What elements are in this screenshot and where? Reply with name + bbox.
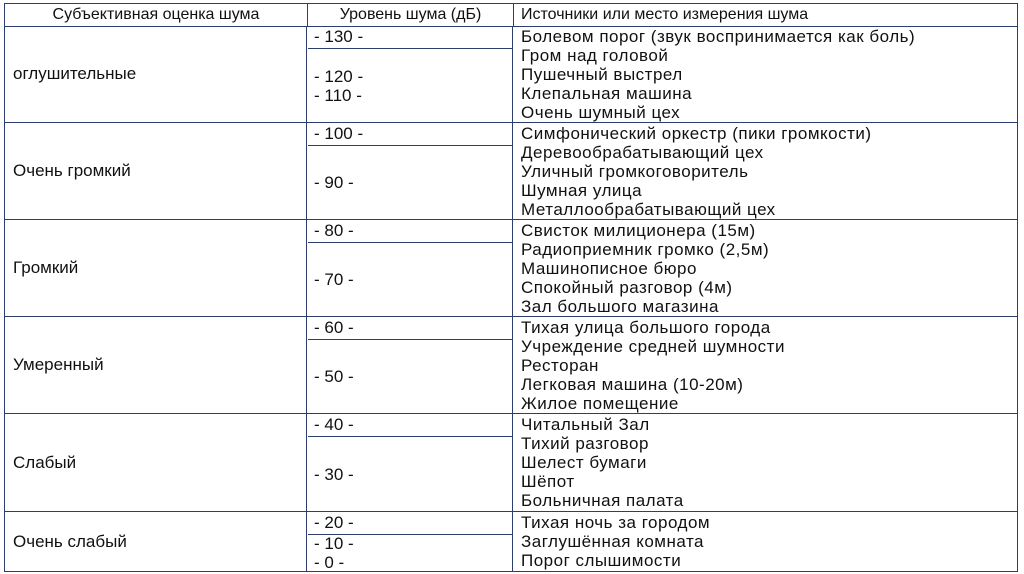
noise-level-top-value: - 60 -: [308, 317, 512, 340]
noise-level-top-value: - 80 -: [308, 220, 512, 243]
noise-source-item: Легковая машина (10-20м): [521, 375, 744, 394]
table-row-group: [5, 512, 1017, 571]
noise-level-values: [308, 535, 512, 571]
noise-source-item: Зал большого магазина: [521, 297, 719, 316]
noise-level-value: - 120 -: [314, 66, 364, 86]
noise-level-values: [308, 437, 512, 511]
noise-source-item: Учреждение средней шумности: [521, 337, 785, 356]
noise-level-cell: [308, 512, 513, 571]
noise-level-value: - 50 -: [314, 367, 354, 386]
table-row-group: [5, 317, 1017, 414]
noise-source-item: Машинописное бюро: [521, 259, 697, 278]
noise-level-value: - 110 -: [314, 85, 362, 105]
noise-level-top-value: - 40 -: [308, 414, 512, 437]
subjective-rating-cell: оглушительные: [5, 26, 307, 122]
noise-sources-cell: [521, 512, 1013, 571]
noise-level-value: - 0 -: [314, 553, 345, 572]
table-row-group: [5, 26, 1017, 123]
noise-source-item: Радиоприемник громко (2,5м): [521, 240, 770, 259]
table-row-group: [5, 220, 1017, 317]
noise-level-cell: [308, 414, 513, 511]
noise-source-item: Клепальная машина: [521, 84, 693, 103]
subjective-rating-cell: Умеренный: [5, 317, 307, 413]
noise-level-values: [308, 146, 512, 219]
noise-source-item: Шумная улица: [521, 181, 643, 200]
header-noise-sources: Источники или место измерения шума: [521, 6, 809, 23]
noise-source-item: Шелест бумаги: [521, 453, 647, 472]
noise-source-item: Тихая ночь за городом: [521, 513, 711, 532]
noise-source-item: Очень шумный цех: [521, 103, 681, 122]
noise-source-item: Шёпот: [521, 472, 575, 491]
table-header: [5, 4, 1017, 27]
noise-source-item: Ресторан: [521, 356, 599, 375]
noise-level-cell: [308, 26, 513, 122]
noise-level-value: - 70 -: [314, 270, 354, 289]
noise-source-item: Болевом порог (звук воспринимается как боль): [521, 27, 916, 46]
noise-level-cell: [308, 317, 513, 413]
subjective-rating-cell: Очень слабый: [5, 512, 307, 571]
noise-sources-cell: [521, 123, 1013, 219]
noise-level-top-value: - 20 -: [308, 512, 512, 535]
table-row-group: [5, 414, 1017, 512]
noise-level-values: [308, 340, 512, 413]
noise-level-cell: [308, 220, 513, 316]
noise-source-item: Заглушённая комната: [521, 532, 705, 551]
noise-source-item: Гром над головой: [521, 46, 669, 65]
noise-level-top-value: - 130 -: [308, 26, 512, 49]
noise-source-item: Металлообрабатывающий цех: [521, 200, 776, 219]
noise-level-cell: [308, 123, 513, 219]
noise-source-item: Уличный громкоговоритель: [521, 162, 749, 181]
noise-source-item: Пушечный выстрел: [521, 65, 683, 84]
header-noise-level: Уровень шума (дБ): [308, 4, 514, 26]
noise-level-table: [4, 3, 1018, 572]
noise-source-item: Тихая улица большого города: [521, 318, 771, 337]
noise-sources-cell: [521, 414, 1013, 511]
noise-source-item: Свисток милиционера (15м): [521, 221, 756, 240]
noise-source-item: Больничная палата: [521, 491, 684, 510]
subjective-rating-cell: Громкий: [5, 220, 307, 316]
header-subjective-rating: Субъективная оценка шума: [5, 4, 308, 26]
noise-level-value: - 30 -: [314, 464, 354, 484]
noise-source-item: Спокойный разговор (4м): [521, 278, 733, 297]
noise-source-item: Жилое помещение: [521, 394, 679, 413]
noise-level-values: [308, 243, 512, 316]
noise-source-item: Симфонический оркестр (пики громкости): [521, 124, 872, 143]
table-row-group: [5, 123, 1017, 220]
noise-source-item: Порог слышимости: [521, 551, 682, 570]
noise-level-top-value: - 100 -: [308, 123, 512, 146]
noise-level-value: - 90 -: [314, 173, 354, 192]
subjective-rating-cell: Слабый: [5, 414, 307, 511]
noise-sources-cell: [521, 26, 1013, 122]
noise-source-item: Деревообрабатывающий цех: [521, 143, 764, 162]
noise-sources-cell: [521, 317, 1013, 413]
noise-level-values: [308, 49, 512, 122]
noise-sources-cell: [521, 220, 1013, 316]
noise-source-item: Читальный Зал: [521, 415, 650, 434]
noise-level-value: - 10 -: [314, 534, 354, 553]
subjective-rating-cell: Очень громкий: [5, 123, 307, 219]
noise-source-item: Тихий разговор: [521, 434, 649, 453]
